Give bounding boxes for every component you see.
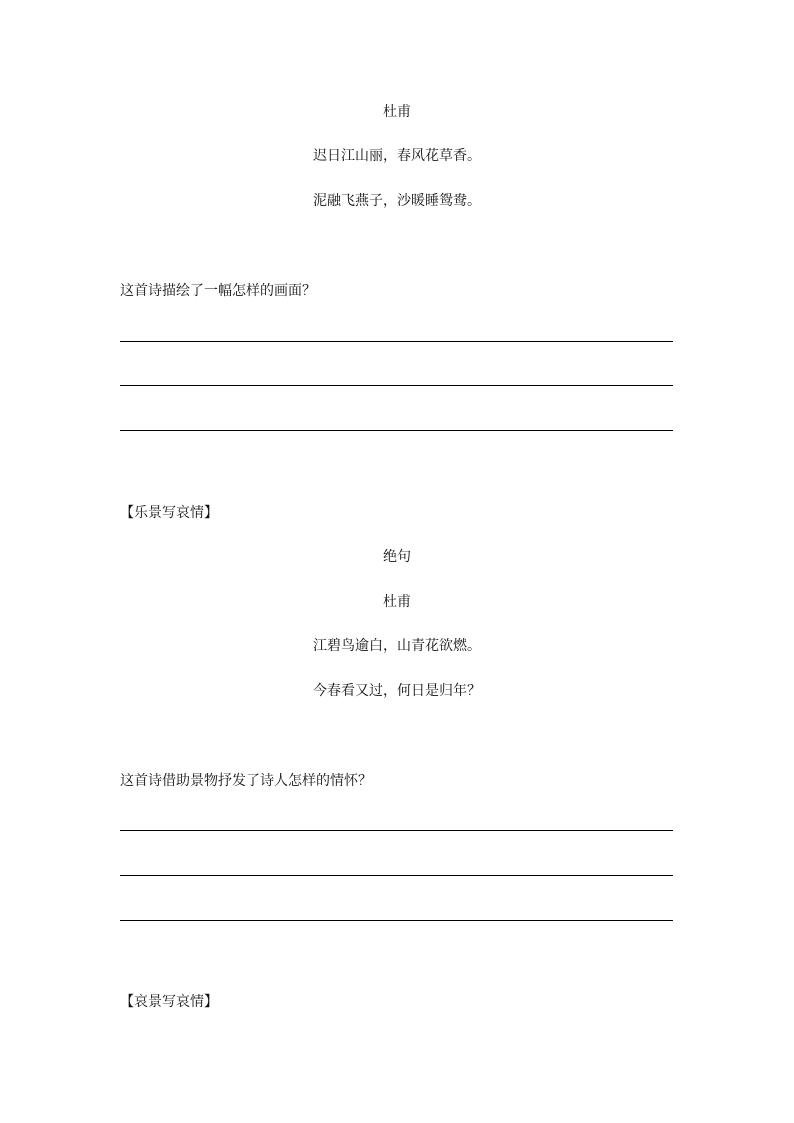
answer-line-2c — [120, 920, 673, 921]
answer-line-2a — [120, 830, 673, 831]
poem1-line-2: 泥融飞燕子，沙暖睡鸳鸯。 — [313, 193, 481, 209]
section-heading-2: 【哀景写哀情】 — [120, 994, 218, 1010]
poem2-line-1: 江碧鸟逾白，山青花欲燃。 — [313, 638, 481, 654]
poem2-title: 绝句 — [383, 549, 411, 565]
answer-line-1a — [120, 341, 673, 342]
question-1: 这首诗描绘了一幅怎样的画面？ — [120, 283, 316, 299]
question-2: 这首诗借助景物抒发了诗人怎样的情怀？ — [120, 773, 372, 789]
section-heading-1: 【乐景写哀情】 — [120, 505, 218, 521]
answer-line-1b — [120, 385, 673, 386]
poem1-line-1: 迟日江山丽，春风花草香。 — [313, 148, 481, 164]
answer-line-1c — [120, 430, 673, 431]
poem2-line-2: 今春看又过，何日是归年？ — [313, 683, 481, 699]
poem1-author: 杜甫 — [383, 104, 411, 120]
answer-line-2b — [120, 875, 673, 876]
poem2-author: 杜甫 — [383, 594, 411, 610]
